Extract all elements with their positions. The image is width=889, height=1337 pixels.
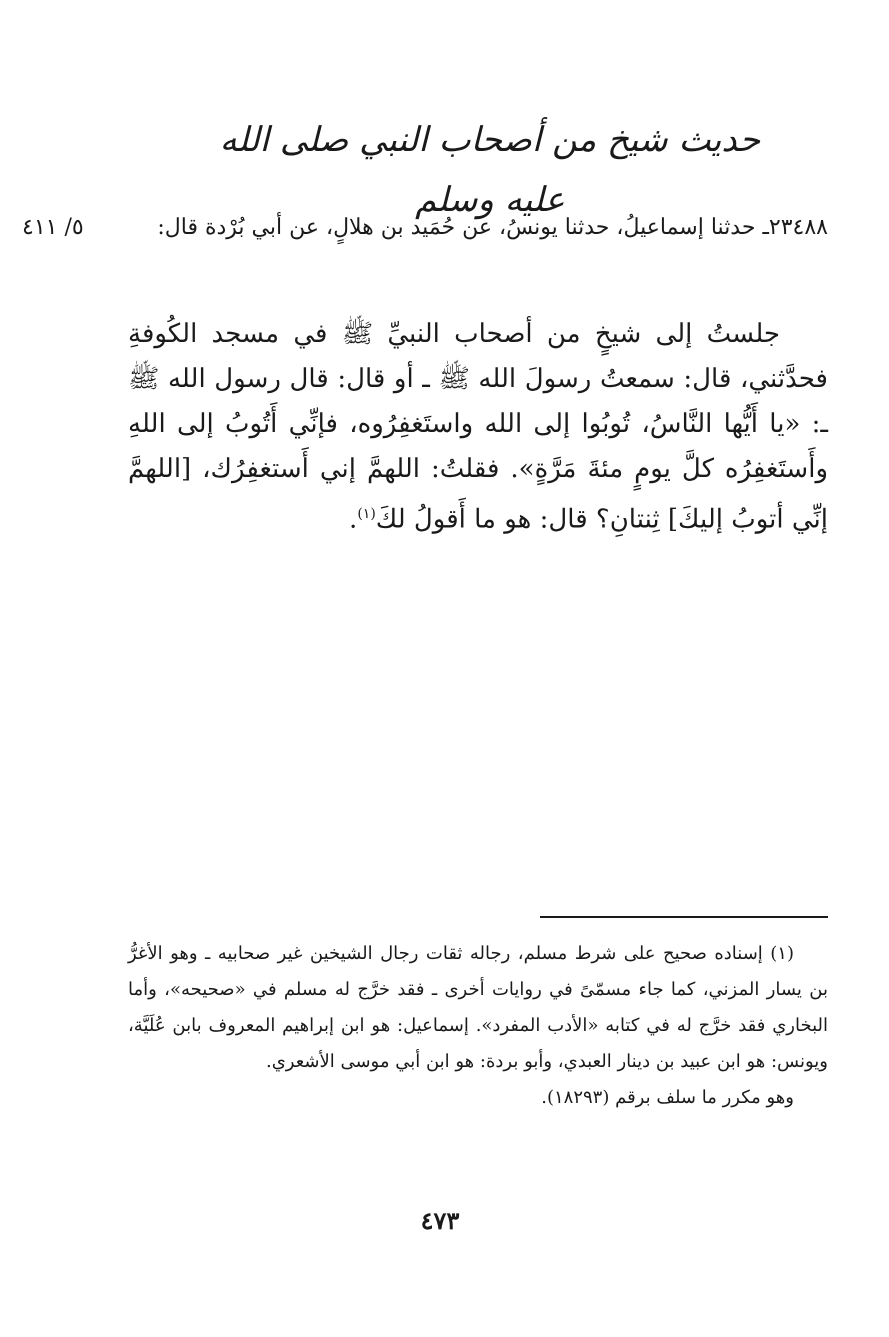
- volume-page-reference: ٥/ ٤١١: [22, 215, 84, 240]
- footnote-1-cross-reference: وهو مكرر ما سلف برقم (١٨٢٩٣).: [541, 1087, 794, 1108]
- footnotes: [128, 936, 828, 1116]
- hadith-isnad: ٢٣٤٨٨ـ حدثنا إسماعيلُ، حدثنا يونسُ، عن حُمَيد بن هلالٍ، عن أبي بُرْدة قال:: [157, 215, 828, 240]
- page-number: ٤٧٣: [420, 1206, 460, 1235]
- hadith-text-block: [128, 312, 828, 543]
- section-heading: حديث شيخ من أصحاب النبي صلى الله عليه وسلم: [219, 120, 761, 220]
- footnote-reference[interactable]: (١): [357, 506, 376, 522]
- hadith-matn-text: جلستُ إلى شيخٍ من أصحاب النبيِّ ﷺ في مسجد الكُوفةِ فحدَّثني، قال: سمعتُ رسولَ الله ﷺ ـ أو قال: قال رسول الله ﷺ ـ: «يا أَيُّها النَّاسُ، تُوبُوا إلى الله واستَغفِرُوه، فإنِّي أَتُوبُ إلى اللهِ وأَستَغفِرُه كلَّ يومٍ مئةَ مَرَّةٍ». فقلتُ: اللهمَّ إني أَستغفِرُك، [اللهمَّ إنِّي أتوبُ إليكَ] ثِنتانِ؟ قال: هو ما أَقولُ لكَ: [128, 319, 828, 535]
- footnote-separator: [540, 916, 828, 918]
- footnote-1: (١) إسناده صحيح على شرط مسلم، رجاله ثقات رجال الشيخين غير صحابيه ـ وهو الأغرُّ بن يسار المزني، كما جاء مسمّىً في روايات أخرى ـ فقد خرَّج له مسلم في «صحيحه»، وأما البخاري فقد خرَّج له في كتابه «الأدب المفرد». إسماعيل: هو ابن إبراهيم المعروف بابن عُلَيَّة، ويونس: هو ابن عبيد بن دينار العبدي، وأبو بردة: هو ابن أبي موسى الأشعري.: [128, 943, 828, 1072]
- hadith-matn: جلستُ إلى شيخٍ من أصحاب النبيِّ ﷺ في مسجد الكُوفةِ فحدَّثني، قال: سمعتُ رسولَ الله ﷺ ـ أو قال: قال رسول الله ﷺ ـ: «يا أَيُّها النَّاسُ، تُوبُوا إلى الله واستَغفِرُوه، فإنِّي أَتُوبُ إلى اللهِ وأَستَغفِرُه كلَّ يومٍ مئةَ مَرَّةٍ». فقلتُ: اللهمَّ إني أَستغفِرُك، [اللهمَّ إنِّي أتوبُ إليكَ] ثِنتانِ؟ قال: هو ما أَقولُ لكَ$^{(١)}$.: [128, 319, 828, 535]
